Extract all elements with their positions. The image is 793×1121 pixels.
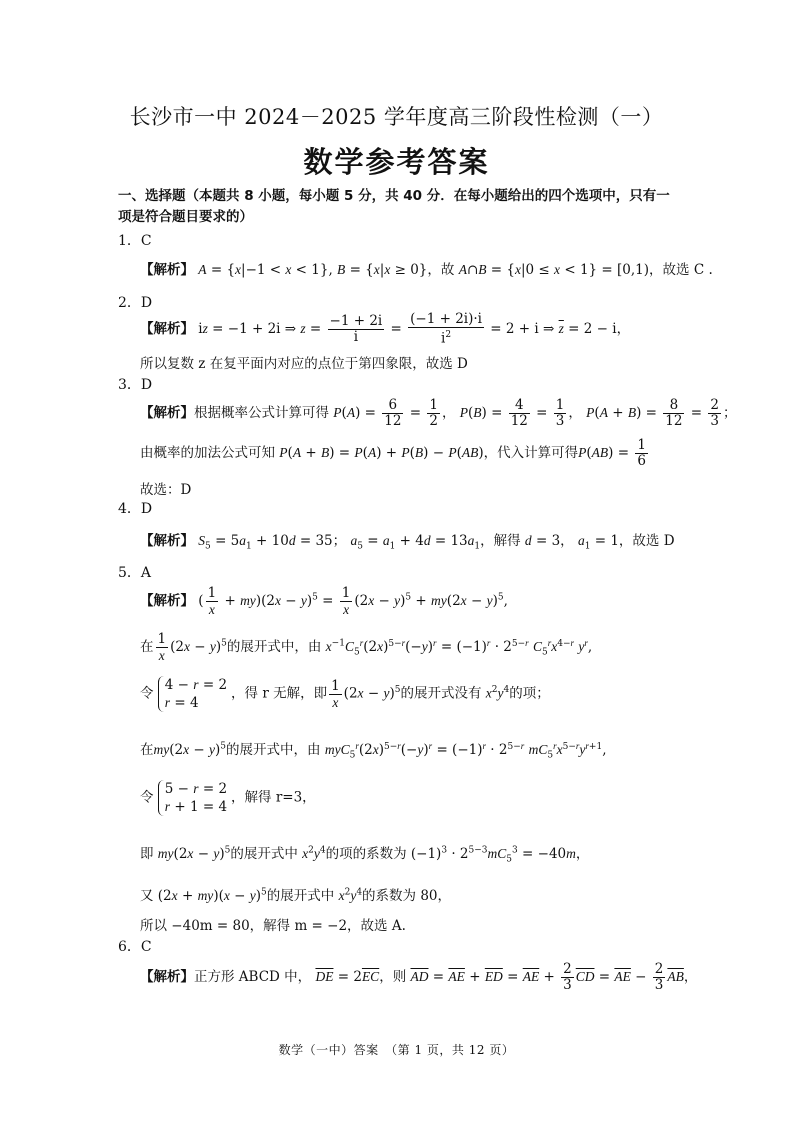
q4-analysis: 【解析】 $S_5 = 5a_1 + 10d = 35$； $a_5 = a_1 + 4d = 13a_1$，解得 d = 3， $a_1 = 1$，故选 D <box>140 533 675 552</box>
analysis-label: 【解析】 <box>140 320 194 337</box>
document-title: 长沙市一中 2024－2025 学年度高三阶段性检测（一） <box>129 105 664 129</box>
answer-5: 5．A <box>118 565 152 581</box>
q5-total: 又 $(2x + my)(x - y)^5$的展开式中 $x^2y^4$的系数为 80， <box>140 887 452 904</box>
q5-system-1: 令 4 − r = 2 r = 4 ，得 r 无解，即 $\frac{1}{x}$ $(2x - y)^5$的展开式没有 $x^2y^4$的项； <box>140 677 550 711</box>
q5-term-2: 在$my(2x - y)^5$的展开式中，由 $myC_5^r(2x)^{5-r}(-y)^r = (-1)^r \cdot 2^{5-r}$ $mC_5^rx^{5-r}y^{r+1}$, <box>140 740 607 761</box>
q2-analysis: 【解析】 iz = −1 + 2i ⇒ z = $\frac{-1 + 2i}{i}$ = $\frac{(-1 + 2i)\cdot i}{i^2}$ = 2 + i ⇒ $\overline{z} = 2 - i$， <box>140 311 631 347</box>
answer-4: 4．D <box>118 501 153 517</box>
analysis-label: 【解析】 <box>140 593 194 609</box>
document-subtitle: 数学参考答案 <box>303 145 490 179</box>
q3-analysis: 【解析】根据概率公式计算可得 P(A) = $\frac{6}{12}$ = $\frac{1}{2}$ ， P(B) = $\frac{4}{12}$ = $\frac{1}{3}$ ， P(A + B) = $\frac{8}{12}$ = $\frac{2}{3}$ ； <box>140 397 737 429</box>
q1-conclusion: ，故选 C . <box>649 262 713 278</box>
q3-conclusion: 故选：D <box>140 482 192 498</box>
page-footer: 数学（一中）答案 （第 1 页，共 12 页） <box>278 1043 515 1057</box>
analysis-label: 【解析】 <box>140 533 194 549</box>
q5-term-1: 在 $\frac{1}{x}$ $(2x - y)^5$的展开式中，由 $x^{-1}C_5^r(2x)^{5-r}(-y)^r = (-1)^r \cdot 2^{5-r}$ $C_5^rx^{4-r}$ $y^r$, <box>140 631 593 663</box>
q2-conclusion: 所以复数 z 在复平面内对应的点位于第四象限，故选 D <box>140 356 468 372</box>
q6-analysis: 【解析】正方形 ABCD 中， $\overline{DE} = 2\overline{EC}$，则 $\overline{AD} = \overline{AE} + \overline{ED} = \overline{AE}$ + $\frac{2}{3}$ $\overline{CD} = \overline{AE}$ − $\frac{2}{3}$ $\overline{AB}$， <box>140 961 698 993</box>
answer-2: 2．D <box>118 295 153 311</box>
q5-analysis: 【解析】 ( $\frac{1}{x}$ + $my)(2x - y)^5$ = $\frac{1}{x}$ $(2x - y)^5 + my(2x - y)^5$, <box>140 585 508 617</box>
q1-analysis: 【解析】 A = {x|−1 < x < 1}, B = {x|x ≥ 0}，故 A∩B = {x|0 ≤ x < 1} = [0,1)，故选 C . <box>140 262 713 278</box>
answer-1: 1．C <box>118 233 152 249</box>
answer-6: 6．C <box>118 939 152 955</box>
q5-system-2: 令 5 − r = 2 r + 1 = 4 ，解得 r=3， <box>140 781 316 815</box>
section-heading: 一、选择题（本题共 8 小题，每小题 5 分，共 40 分．在每小题给出的四个选项中，只有一项是符合题目要求的） <box>118 188 670 225</box>
answer-3: 3．D <box>118 377 153 393</box>
analysis-label: 【解析】 <box>140 262 194 278</box>
q5-coefficient: 即 $my(2x - y)^5$的展开式中 $x^2y^4$的项的系数为 $(-1)^3 \cdot 2^{5-3}mC_5^3 = -40m$， <box>140 845 590 865</box>
q5-conclusion: 所以 −40m = 80，解得 m = −2，故选 A. <box>140 918 406 934</box>
q3-addition-rule: 由概率的加法公式可知 P(A + B) = P(A) + P(B) − P(AB)，代入计算可得P(AB) = $\frac{1}{6}$ <box>140 437 646 469</box>
analysis-label: 【解析】 <box>140 969 194 985</box>
analysis-label: 【解析】 <box>140 405 194 421</box>
